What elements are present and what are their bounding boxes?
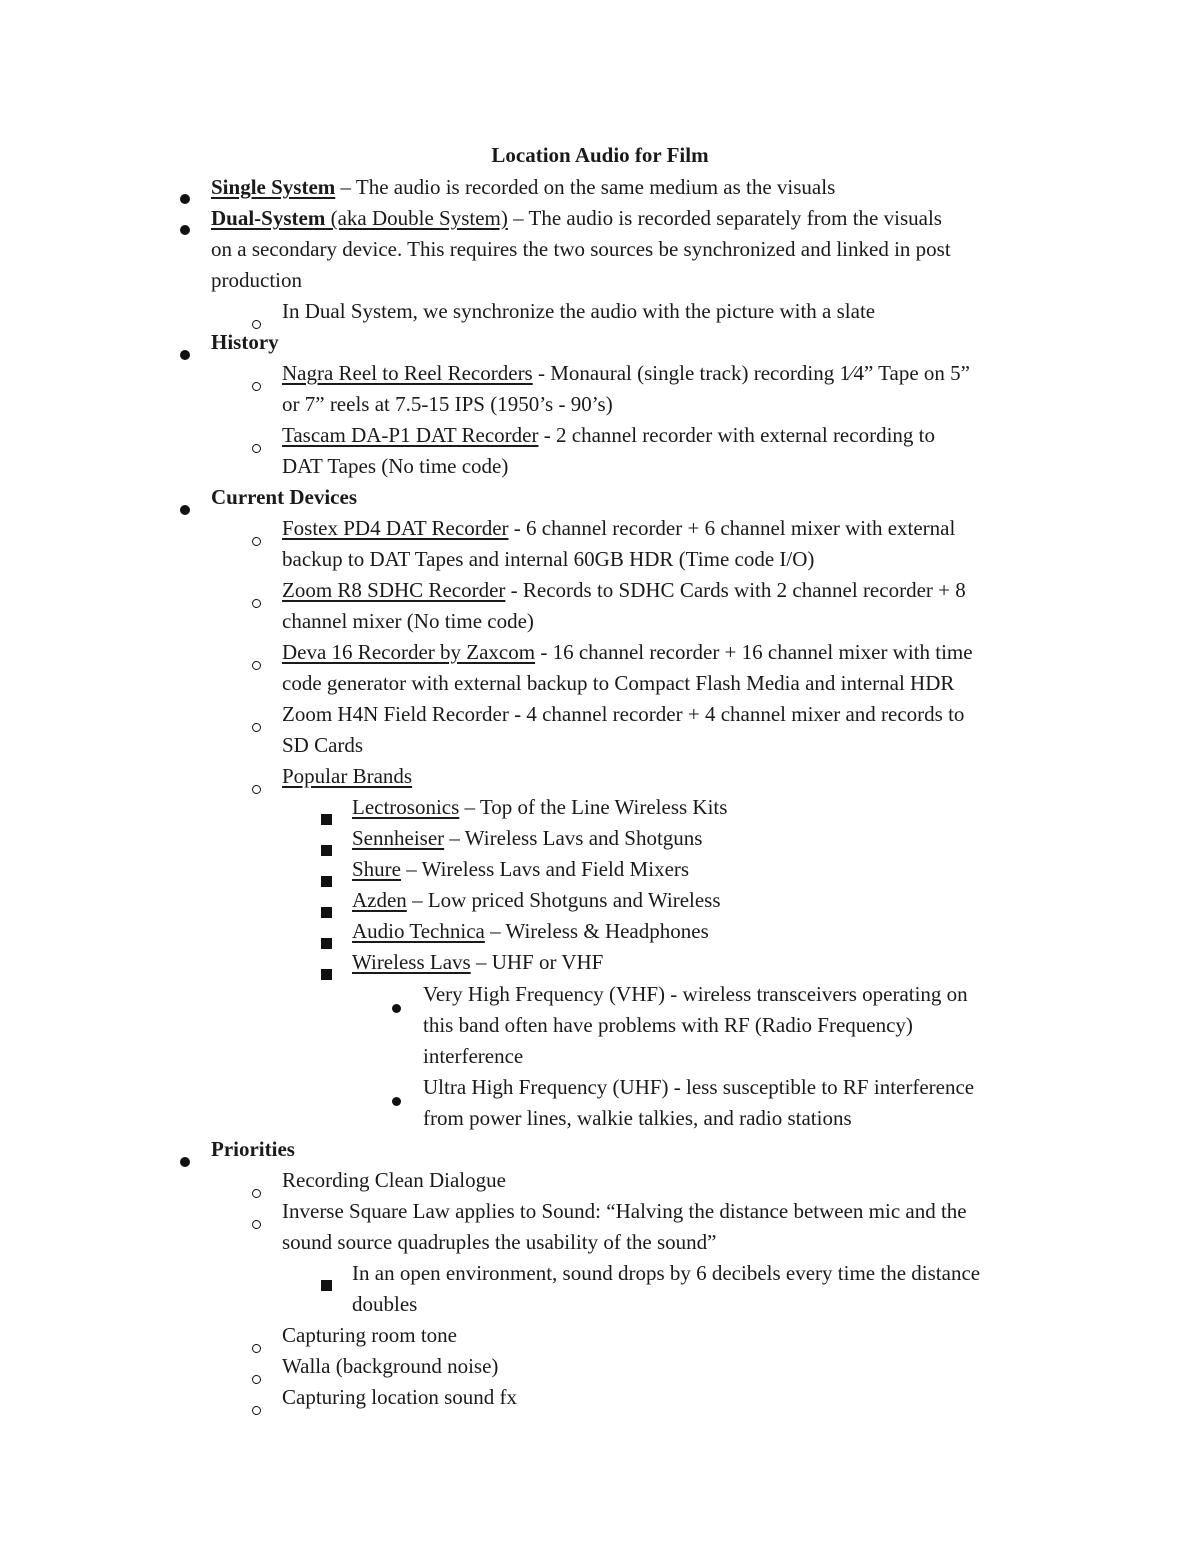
- bullet-circle: [252, 369, 261, 400]
- dual-system-item: [211, 203, 942, 234]
- vhf-item: Very High Frequency (VHF) - wireless transceivers operating on: [423, 982, 968, 1006]
- brand-item: Lectrosonics – Top of the Line Wireless Kits: [352, 795, 728, 819]
- bullet-square: [321, 896, 332, 927]
- bullet-circle: [252, 431, 261, 462]
- bullet-circle: [252, 1393, 261, 1424]
- bullet-square: [321, 803, 332, 834]
- bullet-square: [321, 1269, 332, 1300]
- bullet-circle: [252, 1331, 261, 1362]
- dual-system-desc-line-3: production: [211, 268, 302, 292]
- bullet-dot: [180, 338, 190, 369]
- device-link[interactable]: Zoom R8 SDHC Recorder: [282, 578, 506, 602]
- popular-brands-link[interactable]: Popular Brands: [282, 764, 413, 788]
- bullet-circle: [252, 710, 261, 741]
- uhf-item: Ultra High Frequency (UHF) - less susceptible to RF interference: [423, 1075, 975, 1099]
- bullet-circle: [252, 1176, 261, 1207]
- current-devices-heading: Current Devices: [211, 485, 357, 509]
- brand-item: Azden – Low priced Shotguns and Wireless: [352, 888, 721, 912]
- bullet-dot: [180, 213, 190, 244]
- bullet-dot: [392, 1084, 401, 1115]
- history-item: Nagra Reel to Reel Recorders - Monaural (single track) recording 1⁄4” Tape on 5”: [282, 361, 970, 385]
- single-system-item: [211, 172, 835, 203]
- brand-item: Sennheiser – Wireless Lavs and Shotguns: [352, 826, 703, 850]
- vhf-item-line-2: this band often have problems with RF (Radio Frequency): [423, 1013, 913, 1037]
- brand-item: Wireless Lavs – UHF or VHF: [352, 950, 604, 974]
- device-item: Deva 16 Recorder by Zaxcom - 16 channel recorder + 16 channel mixer with time: [282, 640, 973, 664]
- priority-sub-item-line-2: doubles: [352, 1292, 418, 1316]
- page-title: Location Audio for Film: [491, 143, 709, 167]
- bullet-square: [321, 834, 332, 865]
- bullet-dot: [392, 991, 401, 1022]
- priority-item: Recording Clean Dialogue: [282, 1168, 506, 1192]
- bullet-dot: [180, 182, 190, 213]
- device-item-line-2: backup to DAT Tapes and internal 60GB HDR (Time code I/O): [282, 547, 815, 571]
- device-item: Zoom R8 SDHC Recorder - Records to SDHC Cards with 2 channel recorder + 8: [282, 578, 966, 602]
- bullet-square: [321, 865, 332, 896]
- device-item-line-2: channel mixer (No time code): [282, 609, 534, 633]
- bullet-circle: [252, 1207, 261, 1238]
- priority-item: Walla (background noise): [282, 1354, 499, 1378]
- device-link[interactable]: Nagra Reel to Reel Recorders: [282, 361, 533, 385]
- vhf-item-line-3: interference: [423, 1044, 524, 1068]
- priority-item: Capturing room tone: [282, 1323, 457, 1347]
- brand-link[interactable]: Wireless Lavs: [352, 950, 471, 974]
- dual-system-desc: – The audio is recorded separately from the visuals: [507, 206, 942, 230]
- device-link[interactable]: Tascam DA-P1 DAT Recorder: [282, 423, 539, 447]
- popular-brands-heading: [282, 761, 412, 792]
- device-item-line-2: code generator with external backup to Compact Flash Media and internal HDR: [282, 671, 955, 695]
- single-system-desc: – The audio is recorded on the same medium as the visuals: [335, 175, 836, 199]
- priority-sub-item: In an open environment, sound drops by 6 decibels every time the distance: [352, 1261, 981, 1285]
- device-item-line-2: SD Cards: [282, 733, 364, 757]
- device-link[interactable]: Fostex PD4 DAT Recorder: [282, 516, 509, 540]
- brand-link[interactable]: Shure: [352, 857, 401, 881]
- history-heading: History: [211, 330, 279, 354]
- dual-system-slate-note: In Dual System, we synchronize the audio with the picture with a slate: [282, 299, 876, 323]
- brand-link[interactable]: Azden: [352, 888, 407, 912]
- brand-item: Shure – Wireless Lavs and Field Mixers: [352, 857, 690, 881]
- device-item: Fostex PD4 DAT Recorder - 6 channel recorder + 6 channel mixer with external: [282, 516, 956, 540]
- history-item-line-2: DAT Tapes (No time code): [282, 454, 509, 478]
- brand-item: Audio Technica – Wireless & Headphones: [352, 919, 709, 943]
- bullet-square: [321, 927, 332, 958]
- dual-system-desc-line-2: on a secondary device. This requires the two sources be synchronized and linked in post: [211, 237, 951, 261]
- priority-item: Inverse Square Law applies to Sound: “Halving the distance between mic and the: [282, 1199, 967, 1223]
- brand-link[interactable]: Audio Technica: [352, 919, 485, 943]
- bullet-circle: [252, 772, 261, 803]
- bullet-circle: [252, 586, 261, 617]
- bullet-square: [321, 958, 332, 989]
- device-link[interactable]: Deva 16 Recorder by Zaxcom: [282, 640, 536, 664]
- bullet-circle: [252, 524, 261, 555]
- bullet-dot: [180, 1145, 190, 1176]
- bullet-circle: [252, 648, 261, 679]
- uhf-item-line-2: from power lines, walkie talkies, and radio stations: [423, 1106, 852, 1130]
- single-system-term: Single System: [211, 175, 336, 199]
- bullet-circle: [252, 1362, 261, 1393]
- priorities-heading: Priorities: [211, 1137, 295, 1161]
- brand-link[interactable]: Sennheiser: [352, 826, 445, 850]
- priority-item: Capturing location sound fx: [282, 1385, 518, 1409]
- dual-system-aka: (aka Double System): [325, 206, 508, 230]
- brand-link[interactable]: Lectrosonics: [352, 795, 460, 819]
- device-item: Zoom H4N Field Recorder - 4 channel recorder + 4 channel mixer and records to: [282, 702, 965, 726]
- history-item: Tascam DA-P1 DAT Recorder - 2 channel recorder with external recording to: [282, 423, 935, 447]
- history-item-line-2: or 7” reels at 7.5-15 IPS (1950’s - 90’s): [282, 392, 613, 416]
- priority-item-line-2: sound source quadruples the usability of the sound”: [282, 1230, 717, 1254]
- bullet-dot: [180, 493, 190, 524]
- dual-system-term: Dual-System: [211, 206, 326, 230]
